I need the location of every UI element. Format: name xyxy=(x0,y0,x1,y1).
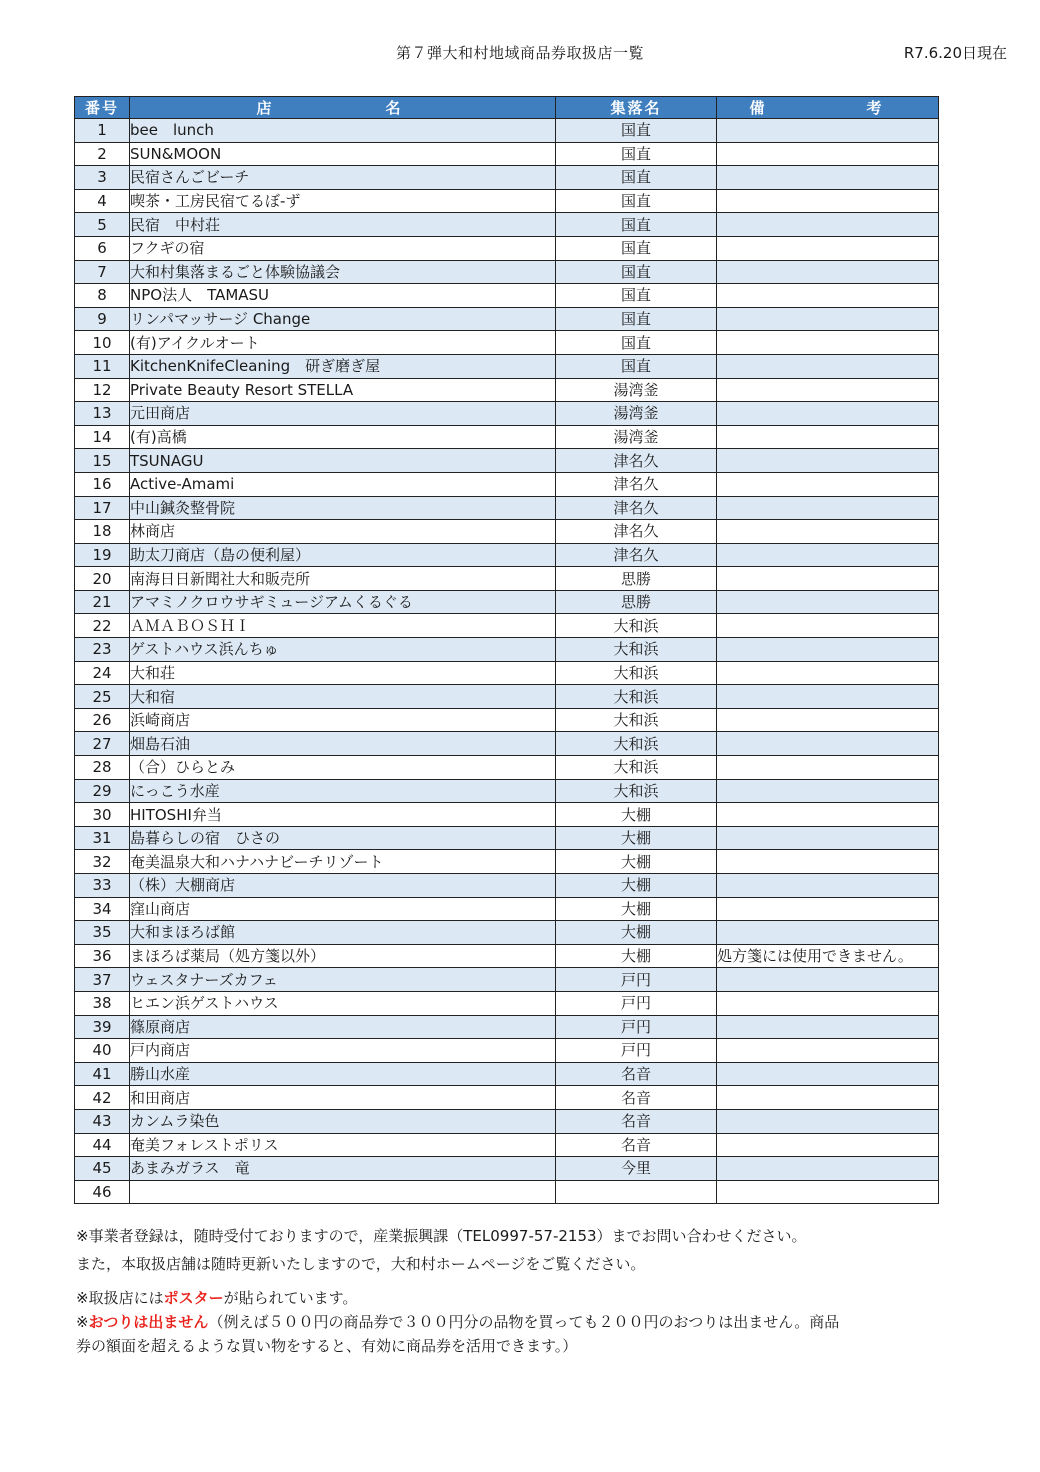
row-area: 名音 xyxy=(556,1062,717,1086)
row-area: 国直 xyxy=(556,260,717,284)
row-remarks xyxy=(717,756,939,780)
row-shop-name: (有)アイクルオート xyxy=(130,331,556,355)
table-row xyxy=(75,944,939,968)
row-area: 名音 xyxy=(556,1133,717,1157)
table-row xyxy=(75,1039,939,1063)
row-remarks xyxy=(717,897,939,921)
column-header-remarks: 備 考 xyxy=(717,97,939,119)
row-remarks xyxy=(717,543,939,567)
row-remarks xyxy=(717,331,939,355)
table-row xyxy=(75,236,939,260)
table-row xyxy=(75,732,939,756)
row-number: 13 xyxy=(75,402,130,426)
row-shop-name: リンパマッサージ Change xyxy=(130,307,556,331)
row-area: 戸円 xyxy=(556,991,717,1015)
row-remarks xyxy=(717,425,939,449)
row-remarks xyxy=(717,142,939,166)
row-shop-name: 助太刀商店（島の便利屋） xyxy=(130,543,556,567)
table-row xyxy=(75,991,939,1015)
row-area: 名音 xyxy=(556,1086,717,1110)
table-row xyxy=(75,520,939,544)
table-row xyxy=(75,472,939,496)
row-remarks xyxy=(717,826,939,850)
row-remarks xyxy=(717,614,939,638)
row-area: 湯湾釜 xyxy=(556,425,717,449)
row-area: 国直 xyxy=(556,236,717,260)
row-remarks xyxy=(717,236,939,260)
row-remarks xyxy=(717,520,939,544)
table-row xyxy=(75,1086,939,1110)
row-number: 14 xyxy=(75,425,130,449)
row-number: 24 xyxy=(75,661,130,685)
row-remarks xyxy=(717,378,939,402)
row-area: 思勝 xyxy=(556,590,717,614)
row-shop-name: 勝山水産 xyxy=(130,1062,556,1086)
row-number: 43 xyxy=(75,1109,130,1133)
row-remarks xyxy=(717,260,939,284)
row-area: 今里 xyxy=(556,1157,717,1181)
row-number: 9 xyxy=(75,307,130,331)
note-updates: また，本取扱店舗は随時更新いたしますので，大和村ホームページをご覧ください。 xyxy=(76,1255,646,1273)
row-number: 36 xyxy=(75,944,130,968)
table-row xyxy=(75,779,939,803)
row-number: 28 xyxy=(75,756,130,780)
table-row xyxy=(75,331,939,355)
row-remarks xyxy=(717,921,939,945)
row-remarks xyxy=(717,779,939,803)
row-area: 大和浜 xyxy=(556,708,717,732)
table-row xyxy=(75,921,939,945)
row-shop-name: 篠原商店 xyxy=(130,1015,556,1039)
row-number: 39 xyxy=(75,1015,130,1039)
row-remarks xyxy=(717,402,939,426)
table-row xyxy=(75,402,939,426)
table-row xyxy=(75,260,939,284)
row-number: 38 xyxy=(75,991,130,1015)
row-remarks xyxy=(717,472,939,496)
row-remarks xyxy=(717,661,939,685)
row-shop-name: 奄美温泉大和ハナハナビーチリゾート xyxy=(130,850,556,874)
row-number: 17 xyxy=(75,496,130,520)
row-remarks: 処方箋には使用できません。 xyxy=(717,944,939,968)
row-area: 大棚 xyxy=(556,826,717,850)
table-row xyxy=(75,119,939,143)
table-row xyxy=(75,685,939,709)
row-area: 大和浜 xyxy=(556,685,717,709)
table-row xyxy=(75,425,939,449)
row-shop-name: 喫茶・工房民宿てるぼ-ず xyxy=(130,189,556,213)
row-remarks xyxy=(717,803,939,827)
row-remarks xyxy=(717,1180,939,1204)
table-row xyxy=(75,213,939,237)
row-area: 国直 xyxy=(556,142,717,166)
row-remarks xyxy=(717,1133,939,1157)
table-row xyxy=(75,826,939,850)
row-area: 戸円 xyxy=(556,968,717,992)
row-number: 19 xyxy=(75,543,130,567)
table-row xyxy=(75,708,939,732)
row-number: 20 xyxy=(75,567,130,591)
note-no-change-cont: 券の額面を超えるような買い物をすると、有効に商品券を活用できます。） xyxy=(76,1337,578,1355)
table-row xyxy=(75,142,939,166)
row-number: 32 xyxy=(75,850,130,874)
table-row xyxy=(75,614,939,638)
note-registration: ※事業者登録は，随時受付ておりますので，産業振興課（TEL0997-57-2153）までお問い合わせください。 xyxy=(76,1227,807,1245)
row-number: 31 xyxy=(75,826,130,850)
column-header-number: 番号 xyxy=(75,97,130,119)
row-remarks xyxy=(717,968,939,992)
row-number: 5 xyxy=(75,213,130,237)
as-of-date: R7.6.20日現在 xyxy=(903,44,1007,62)
row-remarks xyxy=(717,991,939,1015)
row-number: 7 xyxy=(75,260,130,284)
row-shop-name: 中山鍼灸整骨院 xyxy=(130,496,556,520)
row-area: 国直 xyxy=(556,331,717,355)
row-area: 大和浜 xyxy=(556,779,717,803)
row-area: 津名久 xyxy=(556,520,717,544)
row-area: 国直 xyxy=(556,307,717,331)
table-header-row xyxy=(75,97,939,119)
row-shop-name: 島暮らしの宿 ひさの xyxy=(130,826,556,850)
row-shop-name: 大和宿 xyxy=(130,685,556,709)
page-title: 第７弾大和村地域商品券取扱店一覧 xyxy=(395,44,644,62)
row-area: 思勝 xyxy=(556,567,717,591)
row-remarks xyxy=(717,496,939,520)
row-number: 34 xyxy=(75,897,130,921)
row-number: 12 xyxy=(75,378,130,402)
row-remarks xyxy=(717,119,939,143)
row-shop-name: 和田商店 xyxy=(130,1086,556,1110)
table-row xyxy=(75,543,939,567)
row-shop-name: アマミノクロウサギミュージアムくるぐる xyxy=(130,590,556,614)
table-row xyxy=(75,307,939,331)
row-area: 国直 xyxy=(556,284,717,308)
row-shop-name: 奄美フォレストポリス xyxy=(130,1133,556,1157)
row-number: 1 xyxy=(75,119,130,143)
note-poster-tail: が貼られています。 xyxy=(223,1289,358,1307)
row-shop-name: HITOSHI弁当 xyxy=(130,803,556,827)
row-number: 33 xyxy=(75,874,130,898)
row-number: 44 xyxy=(75,1133,130,1157)
row-shop-name: ＡＭＡＢＯＳＨＩ xyxy=(130,614,556,638)
row-shop-name: ゲストハウス浜んちゅ xyxy=(130,638,556,662)
row-number: 10 xyxy=(75,331,130,355)
row-area: 大和浜 xyxy=(556,756,717,780)
row-shop-name: （合）ひらとみ xyxy=(130,756,556,780)
table-row xyxy=(75,496,939,520)
row-shop-name: 元田商店 xyxy=(130,402,556,426)
row-area: 大棚 xyxy=(556,921,717,945)
row-remarks xyxy=(717,567,939,591)
table-row xyxy=(75,449,939,473)
table-row xyxy=(75,1157,939,1181)
row-area: 湯湾釜 xyxy=(556,402,717,426)
row-shop-name: TSUNAGU xyxy=(130,449,556,473)
row-number: 8 xyxy=(75,284,130,308)
table-row xyxy=(75,354,939,378)
row-shop-name: ウェスタナーズカフェ xyxy=(130,968,556,992)
row-remarks xyxy=(717,1086,939,1110)
row-area: 大和浜 xyxy=(556,614,717,638)
row-number: 3 xyxy=(75,166,130,190)
row-shop-name: KitchenKnifeCleaning 研ぎ磨ぎ屋 xyxy=(130,354,556,378)
note-change-emphasis: おつりは出ません xyxy=(88,1313,209,1331)
row-number: 37 xyxy=(75,968,130,992)
row-remarks xyxy=(717,874,939,898)
row-shop-name: Active-Amami xyxy=(130,472,556,496)
table-row xyxy=(75,189,939,213)
row-area: 大棚 xyxy=(556,803,717,827)
row-area: 戸円 xyxy=(556,1015,717,1039)
row-shop-name: 浜崎商店 xyxy=(130,708,556,732)
row-remarks xyxy=(717,590,939,614)
row-area: 津名久 xyxy=(556,496,717,520)
table-row xyxy=(75,1180,939,1204)
row-number: 35 xyxy=(75,921,130,945)
row-number: 2 xyxy=(75,142,130,166)
column-header-area: 集落名 xyxy=(556,97,717,119)
row-area: 津名久 xyxy=(556,543,717,567)
row-remarks xyxy=(717,850,939,874)
row-number: 46 xyxy=(75,1180,130,1204)
row-shop-name: 大和村集落まるごと体験協議会 xyxy=(130,260,556,284)
row-remarks xyxy=(717,685,939,709)
note-no-change xyxy=(76,1310,976,1334)
row-area: 津名久 xyxy=(556,449,717,473)
row-shop-name xyxy=(130,1180,556,1204)
table-row xyxy=(75,378,939,402)
table-row xyxy=(75,166,939,190)
row-shop-name: SUN&MOON xyxy=(130,142,556,166)
row-number: 27 xyxy=(75,732,130,756)
row-remarks xyxy=(717,166,939,190)
table-row xyxy=(75,661,939,685)
row-area: 湯湾釜 xyxy=(556,378,717,402)
row-area: 戸円 xyxy=(556,1039,717,1063)
note-poster xyxy=(76,1286,976,1310)
row-area: 大棚 xyxy=(556,897,717,921)
row-remarks xyxy=(717,638,939,662)
row-shop-name: ヒエン浜ゲストハウス xyxy=(130,991,556,1015)
row-shop-name: 南海日日新聞社大和販売所 xyxy=(130,567,556,591)
table-row xyxy=(75,1133,939,1157)
row-remarks xyxy=(717,284,939,308)
row-shop-name: 大和荘 xyxy=(130,661,556,685)
table-row xyxy=(75,638,939,662)
table-row xyxy=(75,968,939,992)
shop-table xyxy=(74,96,939,1204)
row-remarks xyxy=(717,449,939,473)
table-row xyxy=(75,590,939,614)
row-shop-name: 戸内商店 xyxy=(130,1039,556,1063)
row-shop-name: bee lunch xyxy=(130,119,556,143)
row-area: 国直 xyxy=(556,166,717,190)
table-row xyxy=(75,1062,939,1086)
row-area: 大和浜 xyxy=(556,638,717,662)
row-remarks xyxy=(717,354,939,378)
note-poster-text: ※取扱店には xyxy=(76,1289,164,1307)
table-row xyxy=(75,567,939,591)
row-shop-name: フクギの宿 xyxy=(130,236,556,260)
row-number: 11 xyxy=(75,354,130,378)
row-number: 42 xyxy=(75,1086,130,1110)
row-shop-name: 大和まほろば館 xyxy=(130,921,556,945)
row-shop-name: 畑島石油 xyxy=(130,732,556,756)
row-number: 22 xyxy=(75,614,130,638)
table-row xyxy=(75,897,939,921)
row-number: 45 xyxy=(75,1157,130,1181)
row-area: 名音 xyxy=(556,1109,717,1133)
row-remarks xyxy=(717,708,939,732)
row-number: 15 xyxy=(75,449,130,473)
row-remarks xyxy=(717,189,939,213)
row-shop-name: 民宿さんごビーチ xyxy=(130,166,556,190)
row-number: 29 xyxy=(75,779,130,803)
note-change-text: （例えば５００円の商品券で３００円分の品物を買っても２００円のおつりは出ません。商品 xyxy=(208,1313,840,1331)
row-shop-name: 林商店 xyxy=(130,520,556,544)
note-change-mark: ※ xyxy=(76,1313,89,1331)
table-row xyxy=(75,874,939,898)
row-area: 大和浜 xyxy=(556,661,717,685)
row-remarks xyxy=(717,1015,939,1039)
row-number: 30 xyxy=(75,803,130,827)
table-row xyxy=(75,1015,939,1039)
note-poster-emphasis: ポスター xyxy=(163,1289,224,1307)
row-shop-name: NPO法人 TAMASU xyxy=(130,284,556,308)
row-shop-name: （株）大棚商店 xyxy=(130,874,556,898)
row-number: 40 xyxy=(75,1039,130,1063)
row-area: 大棚 xyxy=(556,944,717,968)
table-row xyxy=(75,756,939,780)
table-row xyxy=(75,1109,939,1133)
row-remarks xyxy=(717,732,939,756)
table-row xyxy=(75,284,939,308)
row-shop-name: Private Beauty Resort STELLA xyxy=(130,378,556,402)
row-remarks xyxy=(717,213,939,237)
row-remarks xyxy=(717,1157,939,1181)
row-shop-name: まほろば薬局（処方箋以外） xyxy=(130,944,556,968)
table-row xyxy=(75,850,939,874)
row-shop-name: 窪山商店 xyxy=(130,897,556,921)
row-number: 23 xyxy=(75,638,130,662)
row-remarks xyxy=(717,1039,939,1063)
column-header-shop-name: 店 名 xyxy=(130,97,556,119)
row-number: 18 xyxy=(75,520,130,544)
row-area: 国直 xyxy=(556,213,717,237)
row-area xyxy=(556,1180,717,1204)
row-number: 6 xyxy=(75,236,130,260)
table-row xyxy=(75,803,939,827)
row-area: 津名久 xyxy=(556,472,717,496)
row-remarks xyxy=(717,307,939,331)
row-shop-name: あまみガラス 竜 xyxy=(130,1157,556,1181)
notes xyxy=(76,1222,976,1358)
row-number: 26 xyxy=(75,708,130,732)
row-shop-name: にっこう水産 xyxy=(130,779,556,803)
row-area: 国直 xyxy=(556,354,717,378)
row-number: 25 xyxy=(75,685,130,709)
row-number: 21 xyxy=(75,590,130,614)
row-area: 国直 xyxy=(556,119,717,143)
row-number: 41 xyxy=(75,1062,130,1086)
row-area: 大棚 xyxy=(556,874,717,898)
row-remarks xyxy=(717,1109,939,1133)
row-number: 4 xyxy=(75,189,130,213)
row-area: 大棚 xyxy=(556,850,717,874)
row-remarks xyxy=(717,1062,939,1086)
row-number: 16 xyxy=(75,472,130,496)
row-shop-name: カンムラ染色 xyxy=(130,1109,556,1133)
row-area: 大和浜 xyxy=(556,732,717,756)
row-shop-name: 民宿 中村荘 xyxy=(130,213,556,237)
row-area: 国直 xyxy=(556,189,717,213)
row-shop-name: (有)高橋 xyxy=(130,425,556,449)
